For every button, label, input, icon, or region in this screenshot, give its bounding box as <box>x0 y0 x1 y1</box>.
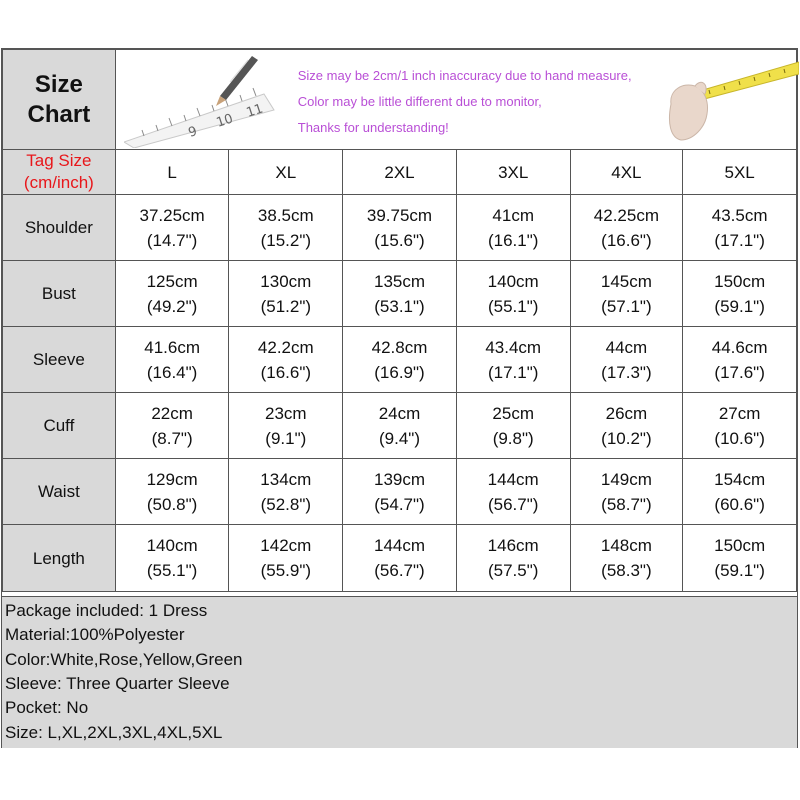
measurement-cell <box>115 459 229 525</box>
tag-size-header <box>3 150 116 195</box>
inch-value: (16.6") <box>601 230 652 250</box>
measurement-cell <box>115 195 229 261</box>
row-label: Waist <box>3 459 116 525</box>
table-row <box>3 327 797 393</box>
inch-value: (17.1") <box>714 230 765 250</box>
inch-value: (59.1") <box>714 296 765 316</box>
measurement-cell <box>683 261 797 327</box>
cm-value: 135cm <box>373 271 426 291</box>
tag-size-unit: (cm/inch) <box>23 173 94 192</box>
inch-value: (56.7") <box>374 561 425 580</box>
measurement-cell <box>229 393 343 459</box>
size-column-header: 3XL <box>456 150 570 195</box>
inch-value: (9.8") <box>492 428 534 448</box>
cm-value: 42.25cm <box>593 205 659 225</box>
inch-value: (14.7") <box>146 230 198 250</box>
disclaimer-line: Color may be little different due to monitor, <box>297 94 542 109</box>
measurement-cell <box>456 393 570 459</box>
inch-value: (58.3") <box>601 561 652 580</box>
measurement-cell <box>570 525 683 592</box>
measurement-cell <box>456 195 570 261</box>
table-row <box>3 393 797 459</box>
measurement-cell <box>570 195 683 261</box>
cm-value: 44cm <box>605 337 648 357</box>
inch-value: (55.9") <box>260 561 312 580</box>
cm-value: 42.8cm <box>371 337 428 357</box>
measurement-banner <box>115 50 796 150</box>
cm-value: 24cm <box>378 403 421 423</box>
detail-sizes: Size: L,XL,2XL,3XL,4XL,5XL <box>5 723 223 742</box>
cm-value: 25cm <box>492 403 534 423</box>
product-details <box>2 596 797 748</box>
row-label: Cuff <box>3 393 116 459</box>
inch-value: (9.1") <box>265 428 307 448</box>
measurement-cell <box>343 459 457 525</box>
detail-material: Material:100%Polyester <box>5 625 185 644</box>
measurement-cell <box>343 525 457 592</box>
measurement-cell <box>115 525 229 592</box>
cm-value: 140cm <box>487 271 539 291</box>
inch-value: (15.2") <box>260 230 312 250</box>
measurement-cell <box>229 195 343 261</box>
measurement-cell <box>229 327 343 393</box>
measurement-cell <box>115 393 229 459</box>
inch-value: (9.4") <box>379 428 420 448</box>
measurement-cell <box>456 261 570 327</box>
detail-pocket: Pocket: No <box>5 698 89 717</box>
inch-value: (10.6") <box>714 428 765 448</box>
cm-value: 142cm <box>260 536 312 555</box>
tape-measure-hand-illustration <box>649 54 799 146</box>
table-row <box>3 525 797 592</box>
inch-value: (16.9") <box>374 362 425 382</box>
cm-value: 26cm <box>605 403 648 423</box>
cm-value: 149cm <box>600 469 652 489</box>
measurement-cell <box>683 195 797 261</box>
cm-value: 42.2cm <box>257 337 314 357</box>
measurement-cell <box>456 459 570 525</box>
inch-value: (16.6") <box>260 362 312 382</box>
measurement-cell <box>570 261 683 327</box>
measurement-cell <box>343 261 457 327</box>
inch-value: (51.2") <box>260 296 312 316</box>
cm-value: 140cm <box>146 536 198 555</box>
cm-value: 39.75cm <box>366 205 433 225</box>
cm-value: 130cm <box>260 271 312 291</box>
inch-value: (53.1") <box>374 296 425 316</box>
cm-value: 22cm <box>151 403 193 423</box>
inch-value: (16.4") <box>146 362 198 382</box>
cm-value: 43.5cm <box>711 205 768 225</box>
inch-value: (15.6") <box>374 230 425 250</box>
size-column-header: 5XL <box>683 150 797 195</box>
disclaimer-line: Thanks for understanding! <box>297 120 449 135</box>
ruler-number: 11 <box>244 101 265 121</box>
inch-value: (56.7") <box>487 494 539 514</box>
cm-value: 154cm <box>714 469 766 489</box>
measurement-cell <box>683 327 797 393</box>
measurement-cell <box>683 525 797 592</box>
cm-value: 23cm <box>265 403 307 423</box>
cm-value: 139cm <box>373 469 426 489</box>
ruler-pencil-illustration <box>124 52 294 148</box>
inch-value: (58.7") <box>601 494 652 514</box>
inch-value: (57.5") <box>487 561 539 580</box>
inch-value: (10.2") <box>601 428 652 448</box>
measurement-cell <box>229 261 343 327</box>
size-chart <box>1 48 798 748</box>
inch-value: (17.3") <box>601 362 652 382</box>
inch-value: (17.1") <box>487 362 539 382</box>
cm-value: 150cm <box>714 271 766 291</box>
measurement-cell <box>115 261 229 327</box>
size-column-header: XL <box>229 150 343 195</box>
measurement-cell <box>570 327 683 393</box>
ruler-number: 10 <box>214 111 235 131</box>
size-table <box>2 49 797 592</box>
size-column-header: 4XL <box>570 150 683 195</box>
cm-value: 41cm <box>492 205 534 225</box>
ruler-number: 9 <box>186 123 199 141</box>
inch-value: (60.6") <box>714 494 765 514</box>
measurement-cell <box>570 393 683 459</box>
inch-value: (8.7") <box>151 428 193 448</box>
cm-value: 41.6cm <box>144 337 200 357</box>
inch-value: (17.6") <box>714 362 765 382</box>
row-label: Shoulder <box>3 195 116 261</box>
cm-value: 148cm <box>600 536 652 555</box>
measurement-cell <box>115 327 229 393</box>
measurement-cell <box>456 327 570 393</box>
cm-value: 37.25cm <box>139 205 205 225</box>
inch-value: (55.1") <box>487 296 539 316</box>
cm-value: 38.5cm <box>257 205 314 225</box>
cm-value: 150cm <box>714 536 766 555</box>
inch-value: (57.1") <box>601 296 652 316</box>
size-column-header: L <box>115 150 229 195</box>
detail-package: Package included: 1 Dress <box>5 601 208 620</box>
cm-value: 144cm <box>373 536 426 555</box>
row-label: Sleeve <box>3 327 116 393</box>
detail-color: Color:White,Rose,Yellow,Green <box>5 650 243 669</box>
inch-value: (52.8") <box>260 494 312 514</box>
inch-value: (49.2") <box>146 296 198 316</box>
inch-value: (50.8") <box>146 494 198 514</box>
measurement-cell <box>683 459 797 525</box>
measurement-cell <box>683 393 797 459</box>
measurement-cell <box>343 195 457 261</box>
chart-title <box>3 50 116 150</box>
measurement-cell <box>229 525 343 592</box>
measurement-cell <box>570 459 683 525</box>
cm-value: 146cm <box>487 536 539 555</box>
table-row <box>3 459 797 525</box>
cm-value: 134cm <box>260 469 312 489</box>
inch-value: (55.1") <box>146 561 198 580</box>
tag-size-label: Tag Size <box>26 151 92 170</box>
cm-value: 27cm <box>718 403 761 423</box>
size-column-header: 2XL <box>343 150 457 195</box>
row-label: Length <box>3 525 116 592</box>
cm-value: 44.6cm <box>711 337 768 357</box>
measurement-cell <box>343 393 457 459</box>
table-row <box>3 261 797 327</box>
inch-value: (16.1") <box>487 230 539 250</box>
chart-title-line1: Size <box>34 70 83 98</box>
inch-value: (54.7") <box>374 494 425 514</box>
row-label: Bust <box>3 261 116 327</box>
measurement-cell <box>343 327 457 393</box>
measurement-disclaimer <box>298 63 632 141</box>
measurement-cell <box>229 459 343 525</box>
detail-sleeve: Sleeve: Three Quarter Sleeve <box>5 674 230 693</box>
cm-value: 43.4cm <box>485 337 542 357</box>
disclaimer-line: Size may be 2cm/1 inch inaccuracy due to hand measure, <box>297 68 632 83</box>
cm-value: 125cm <box>146 271 198 291</box>
measurement-cell <box>456 525 570 592</box>
cm-value: 145cm <box>600 271 652 291</box>
cm-value: 144cm <box>487 469 539 489</box>
table-row <box>3 195 797 261</box>
cm-value: 129cm <box>146 469 198 489</box>
chart-title-line2: Chart <box>27 100 91 128</box>
inch-value: (59.1") <box>714 561 765 580</box>
